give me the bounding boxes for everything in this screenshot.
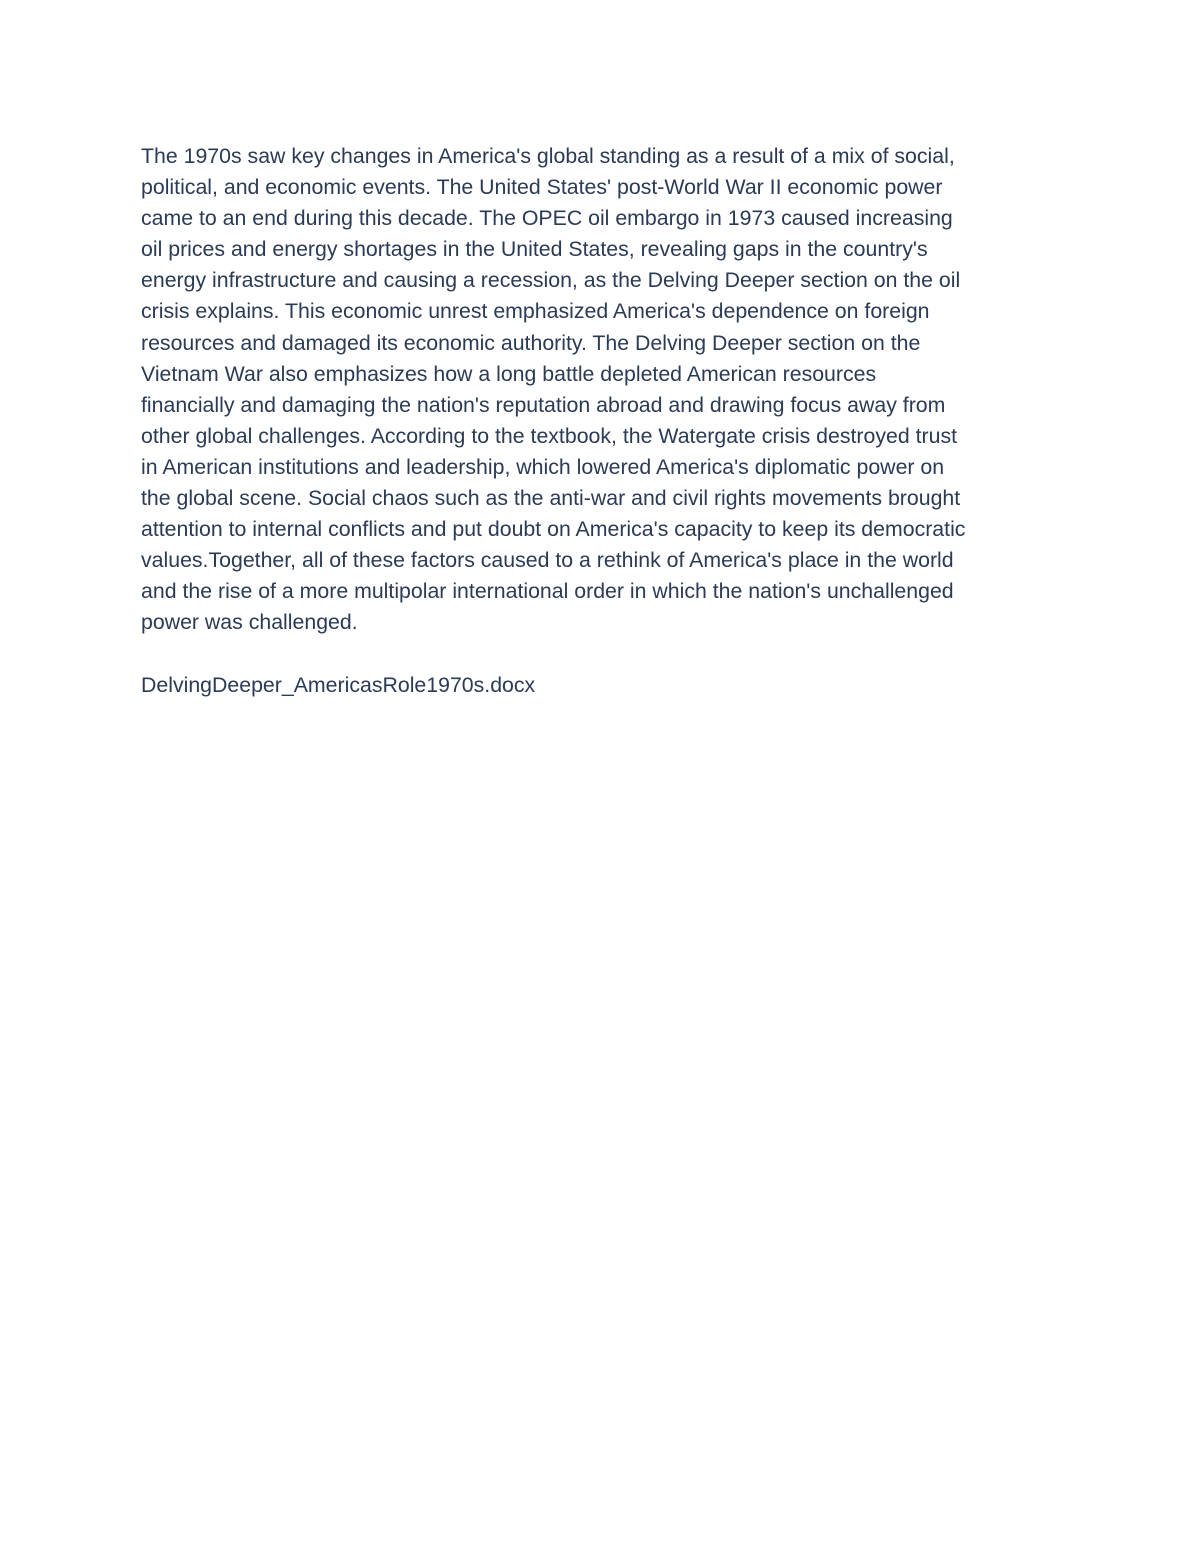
paragraph-line: crisis explains. This economic unrest emphasized America's dependence on foreign xyxy=(141,299,930,324)
paragraph-line: the global scene. Social chaos such as the anti-war and civil rights movements brought xyxy=(141,486,961,511)
attachment-filename: DelvingDeeper_AmericasRole1970s.docx xyxy=(141,672,536,697)
paragraph-line: values.Together, all of these factors caused to a rethink of America's place in the world xyxy=(141,548,954,573)
paragraph-line: oil prices and energy shortages in the United States, revealing gaps in the country's xyxy=(141,237,928,262)
paragraph-line: Vietnam War also emphasizes how a long battle depleted American resources xyxy=(141,361,877,386)
paragraph-line: came to an end during this decade. The OPEC oil embargo in 1973 caused increasing xyxy=(141,206,953,231)
paragraph-line: power was challenged. xyxy=(141,610,358,635)
paragraph-line: and the rise of a more multipolar international order in which the nation's unchallenged xyxy=(141,579,954,604)
paragraph-line: The 1970s saw key changes in America's global standing as a result of a mix of social, xyxy=(141,144,955,168)
paragraph-line: financially and damaging the nation's reputation abroad and drawing focus away from xyxy=(141,392,946,417)
paragraph-line: resources and damaged its economic authority. The Delving Deeper section on the xyxy=(141,330,921,355)
paragraph-line: other global challenges. According to the textbook, the Watergate crisis destroyed trust xyxy=(141,423,958,448)
paragraph-line: political, and economic events. The United States' post-World War II economic power xyxy=(141,175,943,200)
document-body xyxy=(141,141,1061,701)
paragraph-line: in American institutions and leadership, which lowered America's diplomatic power on xyxy=(141,454,945,479)
paragraph-line: attention to internal conflicts and put doubt on America's capacity to keep its democratic xyxy=(141,517,966,542)
paragraph-line: energy infrastructure and causing a recession, as the Delving Deeper section on the oil xyxy=(141,268,961,293)
body-paragraph xyxy=(141,141,1061,639)
